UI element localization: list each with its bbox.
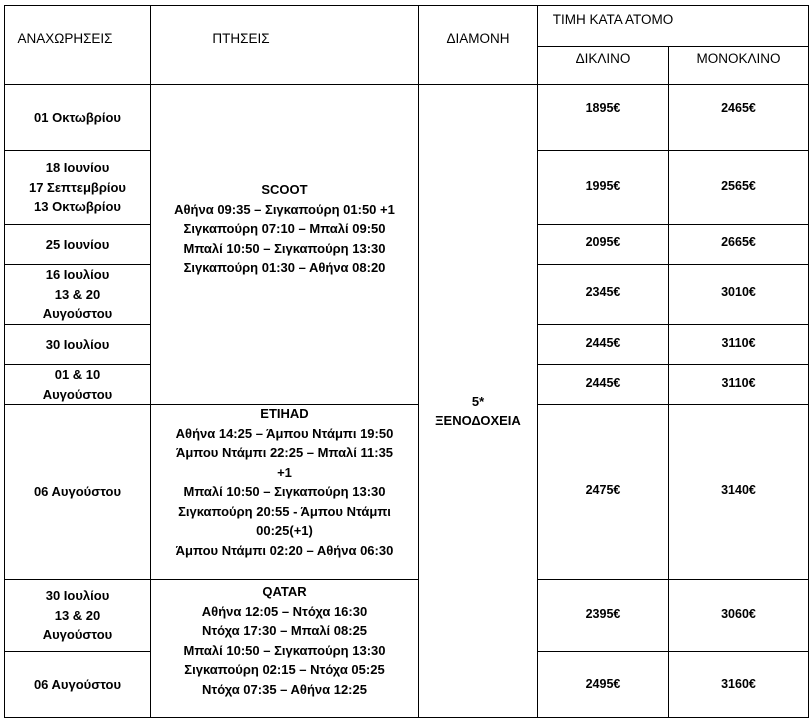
departure-dates (5, 652, 150, 717)
header-single-room: ΜΟΝΟΚΛΙΝΟ (696, 51, 781, 67)
airline-name: QATAR (262, 584, 307, 599)
date-line: 13 & 20 (54, 286, 101, 302)
date-line: 06 Αυγούστου (33, 676, 122, 692)
header-departures: ΑΝΑΧΩΡΗΣΕΙΣ (17, 30, 113, 46)
flight-line: Μπαλί 10:50 – Σιγκαπούρη 13:30 (183, 484, 386, 499)
hotel-label: ΞΕΝΟΔΟΧΕΙΑ (435, 413, 521, 428)
flight-line: Ντόχα 17:30 – Μπαλί 08:25 (201, 623, 368, 638)
flight-line: Σιγκαπούρη 07:10 – Μπαλί 09:50 (183, 221, 386, 236)
flight-line: Σιγκαπούρη 01:30 – Αθήνα 08:20 (183, 260, 386, 275)
date-line: 18 Ιουνίου (45, 160, 110, 176)
price-single: 3110€ (721, 376, 756, 391)
flight-line: Σιγκαπούρη 02:15 – Ντόχα 05:25 (184, 662, 385, 677)
price-double: 2495€ (585, 677, 621, 692)
date-line: Αυγούστου (42, 627, 113, 643)
flight-info-qatar (151, 582, 418, 702)
header-double-room: ΔΙΚΛΙΝΟ (575, 51, 631, 67)
flight-info-etihad (151, 404, 418, 564)
departure-dates (5, 225, 150, 264)
flight-line: Αθήνα 12:05 – Ντόχα 16:30 (201, 603, 368, 619)
airline-name: ETIHAD (260, 406, 309, 421)
airline-name: SCOOT (261, 182, 308, 197)
price-double: 2095€ (585, 235, 621, 250)
date-line: 13 Οκτωβρίου (34, 199, 121, 215)
date-line: 17 Σεπτεμβρίου (28, 179, 127, 195)
price-single: 3010€ (721, 285, 756, 300)
accommodation-hotels (419, 390, 537, 432)
date-line: 06 Αυγούστου (33, 484, 122, 500)
date-line: 01 & 10 (54, 367, 101, 382)
flight-line: Σιγκαπούρη 20:55 - Άμπου Ντάμπι (178, 503, 391, 519)
departure-dates (5, 365, 150, 404)
flight-line: Μπαλί 10:50 – Σιγκαπούρη 13:30 (183, 642, 386, 658)
date-line: Αυγούστου (42, 386, 113, 402)
departure-dates (5, 265, 150, 324)
price-double: 2445€ (585, 376, 621, 391)
hotel-stars: 5* (471, 393, 485, 409)
header-price-per-person: ΤΙΜΗ ΚΑΤΑ ΑΤΟΜΟ (552, 12, 674, 28)
price-double: 1895€ (585, 101, 621, 116)
date-line: 13 & 20 (54, 607, 101, 623)
price-single: 3060€ (721, 607, 756, 622)
header-flights: ΠΤΗΣΕΙΣ (212, 30, 270, 46)
price-single: 3160€ (721, 677, 756, 692)
price-single: 2565€ (721, 179, 756, 194)
header-accommodation: ΔΙΑΜΟΝΗ (446, 30, 510, 46)
date-line: 01 Οκτωβρίου (34, 109, 121, 125)
flight-info-scoot (151, 180, 418, 282)
flight-line: Μπαλί 10:50 – Σιγκαπούρη 13:30 (183, 240, 386, 256)
price-double: 2445€ (585, 336, 621, 351)
flight-line: 00:25(+1) (256, 523, 313, 538)
date-line: 30 Ιουλίου (45, 588, 110, 604)
price-double: 2395€ (585, 607, 621, 622)
flight-line: Άμπου Ντάμπι 02:20 – Αθήνα 06:30 (175, 542, 394, 558)
date-line: 25 Ιουνίου (45, 236, 110, 252)
price-double: 2475€ (585, 483, 621, 498)
price-single: 2665€ (721, 235, 756, 250)
flight-line: Ντόχα 07:35 – Αθήνα 12:25 (202, 681, 367, 697)
price-single: 3110€ (721, 336, 756, 351)
date-line: 16 Ιουλίου (45, 267, 110, 283)
date-line: Αυγούστου (42, 306, 113, 322)
price-double: 2345€ (585, 285, 621, 300)
price-single: 3140€ (721, 483, 756, 498)
departure-dates (5, 151, 150, 224)
flight-line: Αθήνα 09:35 – Σιγκαπούρη 01:50 +1 (174, 201, 395, 217)
departure-dates (5, 85, 150, 150)
date-line: 30 Ιουλίου (45, 336, 110, 352)
flight-line: Άμπου Ντάμπι 22:25 – Μπαλί 11:35 (175, 445, 394, 460)
price-single: 2465€ (721, 101, 756, 116)
departure-dates (5, 405, 150, 579)
price-double: 1995€ (585, 179, 621, 194)
departure-dates (5, 325, 150, 364)
flight-line: Αθήνα 14:25 – Άμπου Ντάμπι 19:50 (175, 425, 394, 441)
flight-line: +1 (277, 464, 292, 480)
departure-dates (5, 580, 150, 651)
